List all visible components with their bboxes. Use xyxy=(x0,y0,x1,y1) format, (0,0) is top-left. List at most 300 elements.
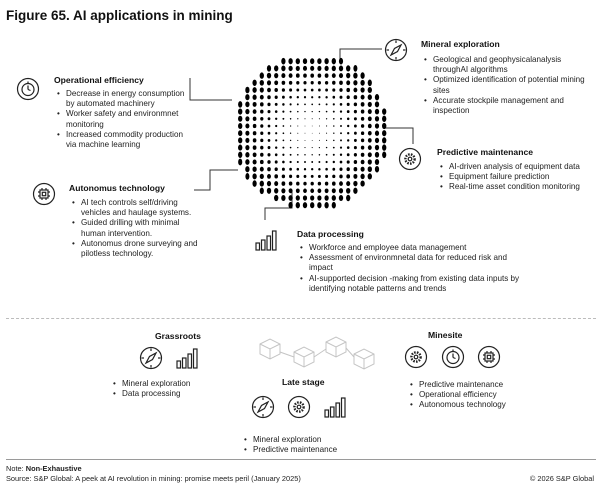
list-item: • Equipment failure prediction xyxy=(439,172,584,182)
sphere-dot xyxy=(326,133,327,134)
sphere-dot xyxy=(340,139,342,141)
sphere-dot xyxy=(339,88,342,92)
sphere-dot xyxy=(252,166,256,171)
sphere-dot xyxy=(333,103,335,105)
sphere-dot xyxy=(318,73,322,77)
sphere-dot xyxy=(288,66,292,71)
sphere-dot xyxy=(318,168,320,171)
sphere-dot xyxy=(296,182,299,186)
sphere-dot xyxy=(347,110,350,113)
sphere-dot xyxy=(260,87,264,92)
sphere-dot xyxy=(288,195,292,201)
sphere-dot xyxy=(267,153,270,156)
sphere-dot xyxy=(260,139,263,143)
sphere-dot xyxy=(303,202,307,208)
sphere-dot xyxy=(290,154,292,156)
sphere-dot xyxy=(312,133,313,134)
sphere-dot xyxy=(275,153,278,156)
sphere-dot xyxy=(375,131,379,136)
sphere-dot xyxy=(361,102,365,106)
sphere-dot xyxy=(311,89,314,92)
sphere-dot xyxy=(267,103,270,107)
sphere-dot xyxy=(353,88,357,93)
sphere-dot xyxy=(353,73,357,79)
sphere-dot xyxy=(347,132,349,134)
data-processing-list xyxy=(299,243,524,294)
sphere-dot xyxy=(333,96,336,99)
sphere-dot xyxy=(332,195,336,201)
data-processing-heading: Data processing xyxy=(297,229,364,239)
sphere-dot xyxy=(354,167,358,171)
sphere-dot xyxy=(310,73,314,77)
sphere-dot xyxy=(274,80,278,85)
mineral-exploration-heading: Mineral exploration xyxy=(421,39,500,49)
sphere-dot xyxy=(282,81,286,85)
sphere-dot xyxy=(288,58,292,64)
sphere-dot xyxy=(245,138,249,143)
sphere-dot xyxy=(296,195,300,200)
sphere-dot xyxy=(303,182,306,186)
sphere-dot xyxy=(347,103,350,106)
sphere-dot xyxy=(289,161,291,163)
sphere-dot xyxy=(360,72,364,79)
sphere-dot xyxy=(310,195,314,200)
sphere-dot xyxy=(238,123,242,129)
list-item: • Real-time asset condition monitoring xyxy=(439,182,584,192)
sphere-dot xyxy=(311,104,313,106)
sphere-dot xyxy=(311,96,313,98)
sphere-dot xyxy=(332,58,336,64)
sphere-dot xyxy=(311,168,313,170)
sphere-dot xyxy=(238,152,242,158)
sphere-dot xyxy=(281,66,285,72)
footer-rule xyxy=(6,459,596,460)
sphere-dot xyxy=(375,166,379,173)
sphere-dot xyxy=(368,87,372,93)
sphere-dot xyxy=(326,103,328,105)
sphere-dot xyxy=(368,116,372,121)
sphere-dot xyxy=(332,188,336,193)
sphere-dot xyxy=(361,167,365,172)
sphere-dot xyxy=(290,118,292,120)
sphere-dot xyxy=(289,168,292,171)
sphere-dot xyxy=(325,175,328,178)
sphere-dot xyxy=(282,181,286,185)
sphere-dot xyxy=(282,110,284,112)
minesite-heading: Minesite xyxy=(428,330,463,340)
sphere-dot xyxy=(282,175,285,179)
sphere-dot xyxy=(267,188,271,194)
sphere-dot xyxy=(297,133,298,134)
dotted-sphere xyxy=(231,52,391,212)
sphere-dot xyxy=(253,145,257,149)
list-item: • Mineral exploration xyxy=(243,435,383,445)
sphere-dot xyxy=(282,168,285,171)
sphere-dot xyxy=(360,174,364,180)
note-label: Note: xyxy=(6,464,24,473)
sphere-dot xyxy=(332,175,335,179)
list-item: • AI-supported decision -making from existing data inputs by identifying notable patterns and trends xyxy=(299,274,524,294)
sphere-dot xyxy=(260,174,264,179)
cubes-decoration xyxy=(254,330,380,374)
bar-chart-icon xyxy=(323,395,347,419)
sphere-dot xyxy=(353,65,357,72)
sphere-dot xyxy=(325,168,328,171)
sphere-dot xyxy=(340,96,343,99)
sphere-dot xyxy=(326,125,327,126)
sphere-dot xyxy=(311,161,313,163)
sphere-dot xyxy=(253,95,257,100)
sphere-dot xyxy=(332,168,335,171)
sphere-dot xyxy=(260,80,264,86)
sphere-dot xyxy=(354,139,357,142)
list-item: • Predictive maintenance xyxy=(243,445,383,455)
sphere-dot xyxy=(296,58,300,64)
sphere-dot xyxy=(267,181,271,186)
sphere-dot xyxy=(283,132,285,134)
sphere-dot xyxy=(296,89,299,92)
stopwatch-icon xyxy=(441,345,465,369)
connector-operational-efficiency xyxy=(190,78,232,100)
sphere-dot xyxy=(274,195,278,201)
sphere-dot xyxy=(297,147,298,148)
list-item: • Accurate stockpile management and inspection xyxy=(423,96,591,116)
sphere-dot xyxy=(382,151,386,158)
sphere-dot xyxy=(312,118,313,119)
sphere-dot xyxy=(340,125,342,127)
sphere-dot xyxy=(354,110,357,113)
sphere-dot xyxy=(290,140,291,141)
sphere-dot xyxy=(375,94,379,100)
sphere-dot xyxy=(260,160,264,164)
sphere-dot xyxy=(375,123,379,128)
sphere-dot xyxy=(260,131,263,134)
sphere-dot xyxy=(303,195,307,200)
sphere-dot xyxy=(274,188,278,194)
sphere-dot xyxy=(282,88,285,92)
sphere-dot xyxy=(347,160,350,163)
sphere-dot xyxy=(289,182,293,186)
predictive-maintenance-list xyxy=(439,162,584,193)
sphere-dot xyxy=(353,174,357,179)
sphere-dot xyxy=(360,181,364,187)
sphere-dot xyxy=(353,80,357,85)
sphere-dot xyxy=(238,116,242,122)
footer-source: Source: S&P Global: A peek at AI revolution in mining: promise meets peril (January 2025) xyxy=(6,474,301,483)
sphere-dot xyxy=(290,103,292,105)
sphere-dot xyxy=(268,132,271,135)
sphere-dot xyxy=(283,139,285,141)
sphere-dot xyxy=(382,108,386,115)
list-item: • AI-driven analysis of equipment data xyxy=(439,162,584,172)
sphere-dot xyxy=(297,118,298,119)
note-text: Non-Exhaustive xyxy=(25,464,82,473)
sphere-dot xyxy=(319,140,320,141)
sphere-dot xyxy=(347,125,349,127)
sphere-dot xyxy=(252,87,256,93)
bar-chart-icon xyxy=(254,228,278,252)
sphere-dot xyxy=(311,175,314,178)
sphere-dot xyxy=(267,80,271,85)
sphere-dot xyxy=(260,146,263,150)
sphere-dot xyxy=(275,132,277,134)
sphere-dot xyxy=(354,103,357,107)
sphere-dot xyxy=(382,123,386,129)
sphere-dot xyxy=(319,133,320,134)
sphere-dot xyxy=(332,81,335,85)
sphere-dot xyxy=(275,95,278,98)
sphere-dot xyxy=(297,154,299,156)
list-item: • Assessment of environmnetal data for reduced risk and impact xyxy=(299,253,524,273)
sphere-dot xyxy=(296,188,300,193)
sphere-dot xyxy=(319,111,320,112)
list-item: • Workforce and employee data management xyxy=(299,243,524,253)
sphere-dot xyxy=(281,73,285,78)
sphere-dot xyxy=(238,108,242,114)
sphere-dot xyxy=(325,66,329,71)
sphere-dot xyxy=(289,96,292,99)
sphere-dot xyxy=(339,65,343,71)
figure-title: Figure 65. AI applications in mining xyxy=(6,8,233,23)
sphere-dot xyxy=(354,160,357,164)
sphere-dot xyxy=(267,167,271,171)
sphere-dot xyxy=(382,137,386,143)
chip-icon xyxy=(32,182,56,206)
sphere-dot xyxy=(326,111,328,113)
sphere-dot xyxy=(253,117,257,121)
sphere-dot xyxy=(354,146,357,149)
sphere-dot xyxy=(382,116,386,122)
sphere-dot xyxy=(340,147,342,149)
sphere-dot xyxy=(339,188,343,193)
sphere-dot xyxy=(304,118,305,119)
sphere-dot xyxy=(324,195,328,201)
sphere-dot xyxy=(318,89,321,92)
sphere-dot xyxy=(252,180,256,187)
sphere-dot xyxy=(238,145,242,151)
list-item: • Geological and geophysicalanalysis throughAI algorithms xyxy=(423,55,591,75)
sphere-dot xyxy=(361,139,364,143)
sphere-dot xyxy=(332,88,335,91)
sphere-dot xyxy=(346,174,350,178)
sphere-dot xyxy=(339,174,342,178)
sphere-dot xyxy=(347,117,349,120)
sphere-dot xyxy=(282,118,284,120)
sphere-dot xyxy=(325,96,327,99)
sphere-dot xyxy=(375,145,379,151)
footer-note xyxy=(6,464,82,473)
sphere-dot xyxy=(368,145,372,150)
sphere-dot xyxy=(267,160,270,164)
sphere-dot xyxy=(303,81,306,85)
sphere-dot xyxy=(361,87,365,92)
sphere-dot xyxy=(297,125,298,126)
sphere-dot xyxy=(318,175,321,178)
late-stage-list xyxy=(243,435,383,455)
sphere-dot xyxy=(268,146,271,149)
sphere-dot xyxy=(339,195,343,201)
sphere-dot xyxy=(275,103,278,106)
sphere-dot xyxy=(361,160,365,165)
sphere-dot xyxy=(340,118,342,120)
sphere-dot xyxy=(238,137,242,143)
sphere-dot xyxy=(238,159,242,166)
sphere-dot xyxy=(354,132,357,135)
chip-icon xyxy=(477,345,501,369)
sphere-dot xyxy=(310,58,314,64)
sphere-dot xyxy=(275,125,277,127)
grassroots-heading: Grassroots xyxy=(155,331,201,341)
sphere-dot xyxy=(326,147,327,148)
sphere-dot xyxy=(326,154,328,156)
sphere-dot xyxy=(347,95,350,99)
sphere-dot xyxy=(346,195,350,202)
sphere-dot xyxy=(339,181,343,186)
sphere-dot xyxy=(275,139,277,141)
sphere-dot xyxy=(368,159,372,164)
sphere-dot xyxy=(305,140,306,141)
sphere-dot xyxy=(274,73,278,78)
sphere-dot xyxy=(245,123,249,128)
list-item: • Optimized identification of potential mining sites xyxy=(423,75,591,95)
sphere-dot xyxy=(347,167,350,171)
predictive-maintenance-heading: Predictive maintenance xyxy=(437,147,534,157)
sphere-dot xyxy=(290,147,292,149)
sphere-dot xyxy=(346,73,350,78)
gears-icon xyxy=(404,345,428,369)
sphere-dot xyxy=(253,159,257,164)
sphere-dot xyxy=(382,144,386,150)
sphere-dot xyxy=(332,73,336,78)
sphere-dot xyxy=(238,101,242,108)
sphere-dot xyxy=(304,154,305,156)
sphere-dot xyxy=(268,117,271,120)
sphere-dot xyxy=(260,181,264,187)
sphere-dot xyxy=(368,152,372,157)
sphere-dot xyxy=(245,145,249,150)
sphere-dot xyxy=(297,111,299,113)
sphere-dot xyxy=(304,168,306,170)
sphere-dot xyxy=(275,110,278,113)
sphere-dot xyxy=(275,167,278,171)
sphere-dot xyxy=(304,111,305,112)
operational-efficiency-list xyxy=(56,89,191,150)
sphere-dot xyxy=(325,81,328,85)
sphere-dot xyxy=(317,58,321,64)
sphere-dot xyxy=(245,116,249,121)
sphere-dot xyxy=(375,138,379,143)
sphere-dot xyxy=(361,117,364,121)
sphere-dot xyxy=(333,111,335,113)
sphere-dot xyxy=(346,65,350,71)
list-item: • Autonomous technology xyxy=(409,400,549,410)
sphere-dot xyxy=(310,189,314,193)
sphere-dot xyxy=(325,188,329,193)
sphere-dot xyxy=(253,152,257,157)
autonomous-technology-list xyxy=(71,198,206,259)
sphere-dot xyxy=(274,88,278,92)
list-item: • AI tech controls self/driving vehicles and haulage systems. xyxy=(71,198,206,218)
sphere-dot xyxy=(346,80,350,85)
compass-icon xyxy=(251,395,275,419)
sphere-dot xyxy=(375,101,379,107)
sphere-dot xyxy=(333,118,335,120)
sphere-dot xyxy=(333,132,334,133)
sphere-dot xyxy=(333,161,335,163)
sphere-dot xyxy=(304,104,306,106)
sphere-dot xyxy=(339,73,343,78)
sphere-dot xyxy=(318,81,321,85)
sphere-dot xyxy=(303,66,307,71)
sphere-dot xyxy=(275,118,277,120)
sphere-dot xyxy=(260,187,264,194)
sphere-dot xyxy=(324,58,328,64)
sphere-dot xyxy=(268,125,271,128)
sphere-dot xyxy=(289,175,292,178)
sphere-dot xyxy=(245,87,249,94)
sphere-dot xyxy=(317,202,321,208)
sphere-dot xyxy=(253,109,257,114)
section-divider xyxy=(6,318,596,319)
sphere-dot xyxy=(382,130,386,136)
sphere-dot xyxy=(289,88,292,91)
sphere-dot xyxy=(311,81,314,84)
mineral-exploration-list xyxy=(423,55,591,116)
sphere-dot xyxy=(296,81,299,85)
sphere-dot xyxy=(368,131,372,135)
sphere-dot xyxy=(326,118,327,119)
sphere-dot xyxy=(325,88,328,91)
sphere-dot xyxy=(304,89,307,92)
minesite-list xyxy=(409,380,549,411)
sphere-dot xyxy=(282,103,284,106)
sphere-dot xyxy=(361,95,365,100)
sphere-dot xyxy=(238,130,242,136)
bar-chart-icon xyxy=(175,346,199,370)
sphere-dot xyxy=(360,80,364,86)
sphere-dot xyxy=(303,58,307,64)
sphere-dot xyxy=(353,181,357,187)
sphere-dot xyxy=(319,147,320,148)
list-item: • Autonomus drone surveying and pilotless technology. xyxy=(71,239,206,259)
sphere-dot xyxy=(317,195,321,200)
sphere-dot xyxy=(245,173,249,180)
sphere-dot xyxy=(319,103,321,105)
sphere-dot xyxy=(361,110,365,114)
sphere-dot xyxy=(260,72,264,78)
sphere-dot xyxy=(319,154,321,156)
sphere-dot xyxy=(281,188,285,193)
sphere-dot xyxy=(325,73,329,77)
sphere-dot xyxy=(354,153,357,157)
sphere-dot xyxy=(361,153,365,157)
sphere-dot xyxy=(282,96,285,99)
sphere-dot xyxy=(304,175,307,178)
sphere-dot xyxy=(245,102,249,108)
sphere-dot xyxy=(311,182,314,186)
sphere-dot xyxy=(347,153,350,156)
footer-copyright: © 2026 S&P Global xyxy=(529,474,594,483)
sphere-dot xyxy=(354,95,358,99)
sphere-dot xyxy=(317,189,321,194)
sphere-dot xyxy=(275,160,278,163)
sphere-dot xyxy=(312,111,313,112)
sphere-dot xyxy=(325,182,328,186)
sphere-dot xyxy=(340,154,342,156)
sphere-dot xyxy=(347,146,350,149)
sphere-dot xyxy=(368,173,372,179)
sphere-dot xyxy=(282,161,285,164)
